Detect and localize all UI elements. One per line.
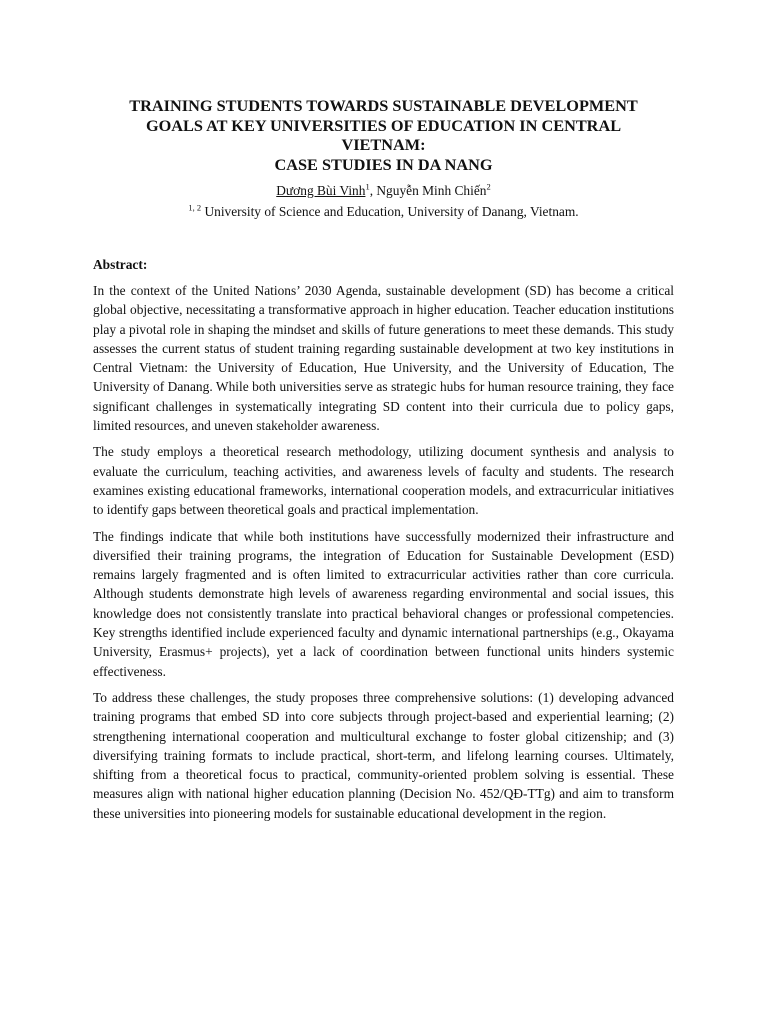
abstract-paragraph: The study employs a theoretical research methodology, utilizing document synthesis and analysis to evaluate the curriculum, teaching activities, and awareness levels of faculty and students. The research examines existing educational frameworks, international cooperation models, and extracurricular initiatives to identify gaps between theoretical goals and practical implementation. [93,444,674,518]
author-separator: , [369,183,377,198]
paper-title [93,96,674,174]
document-page [93,96,674,823]
abstract-paragraph: The findings indicate that while both institutions have successfully modernized their infrastructure and diversified their training programs, the integration of Education for Sustainable Development (ESD) remains largely fragmented and is often limited to extracurricular activities rather than core curricula. Although students demonstrate high levels of awareness regarding environmental and social issues, this knowledge does not consistently translate into practical behavioral changes or professional competencies. Key strengths identified include experienced faculty and dynamic international partnerships (e.g., Okayama University, Erasmus+ projects), yet a lack of coordination between functional units hinders systemic effectiveness. [93,528,674,679]
author-1-affiliation-mark: 1 [365,181,370,192]
author-name-2: Nguyễn Minh Chiến [376,183,487,198]
affiliation [93,202,674,221]
affiliation-mark: 1, 2 [188,202,202,213]
affiliation-text: University of Science and Education, University of Danang, Vietnam. [201,204,579,219]
author-list [93,181,674,200]
title-line: GOALS AT KEY UNIVERSITIES OF EDUCATION IN CENTRAL [145,115,622,135]
author-2-affiliation-mark: 2 [486,181,491,192]
author-name-1: Dương Bùi Vinh [276,183,366,198]
abstract-paragraph: To address these challenges, the study proposes three comprehensive solutions: (1) developing advanced training programs that embed SD into core subjects through project-based and experiential learning; (2) strengthening international cooperation and multicultural exchange to foster global citizenship; and (3) diversifying training formats to include practical, short-term, and lifelong learning courses. Ultimately, shifting from a theoretical focus to practical, community-oriented problem solving is essential. These measures align with national higher education planning (Decision No. 452/QĐ-TTg) and aim to transform these universities into pioneering models for sustainable educational development in the region. [93,689,674,821]
abstract-heading: Abstract: [93,257,148,272]
title-line: CASE STUDIES IN DA NANG [274,154,493,174]
abstract-paragraph: In the context of the United Nations’ 2030 Agenda, sustainable development (SD) has become a critical global objective, necessitating a transformative approach in higher education. Teacher education institutions play a pivotal role in shaping the mindset and skills of future generations to meet these demands. This study assesses the current status of student training regarding sustainable development at two key institutions in Central Vietnam: the University of Education, Hue University, and the University of Education, The University of Danang. While both universities serve as strategic hubs for human resource training, they face significant challenges in systematically integrating SD content into their curricula due to policy gaps, limited resources, and uneven stakeholder awareness. [93,283,674,434]
title-line: TRAINING STUDENTS TOWARDS SUSTAINABLE DEVELOPMENT [129,96,638,115]
title-line: VIETNAM: [341,135,426,154]
